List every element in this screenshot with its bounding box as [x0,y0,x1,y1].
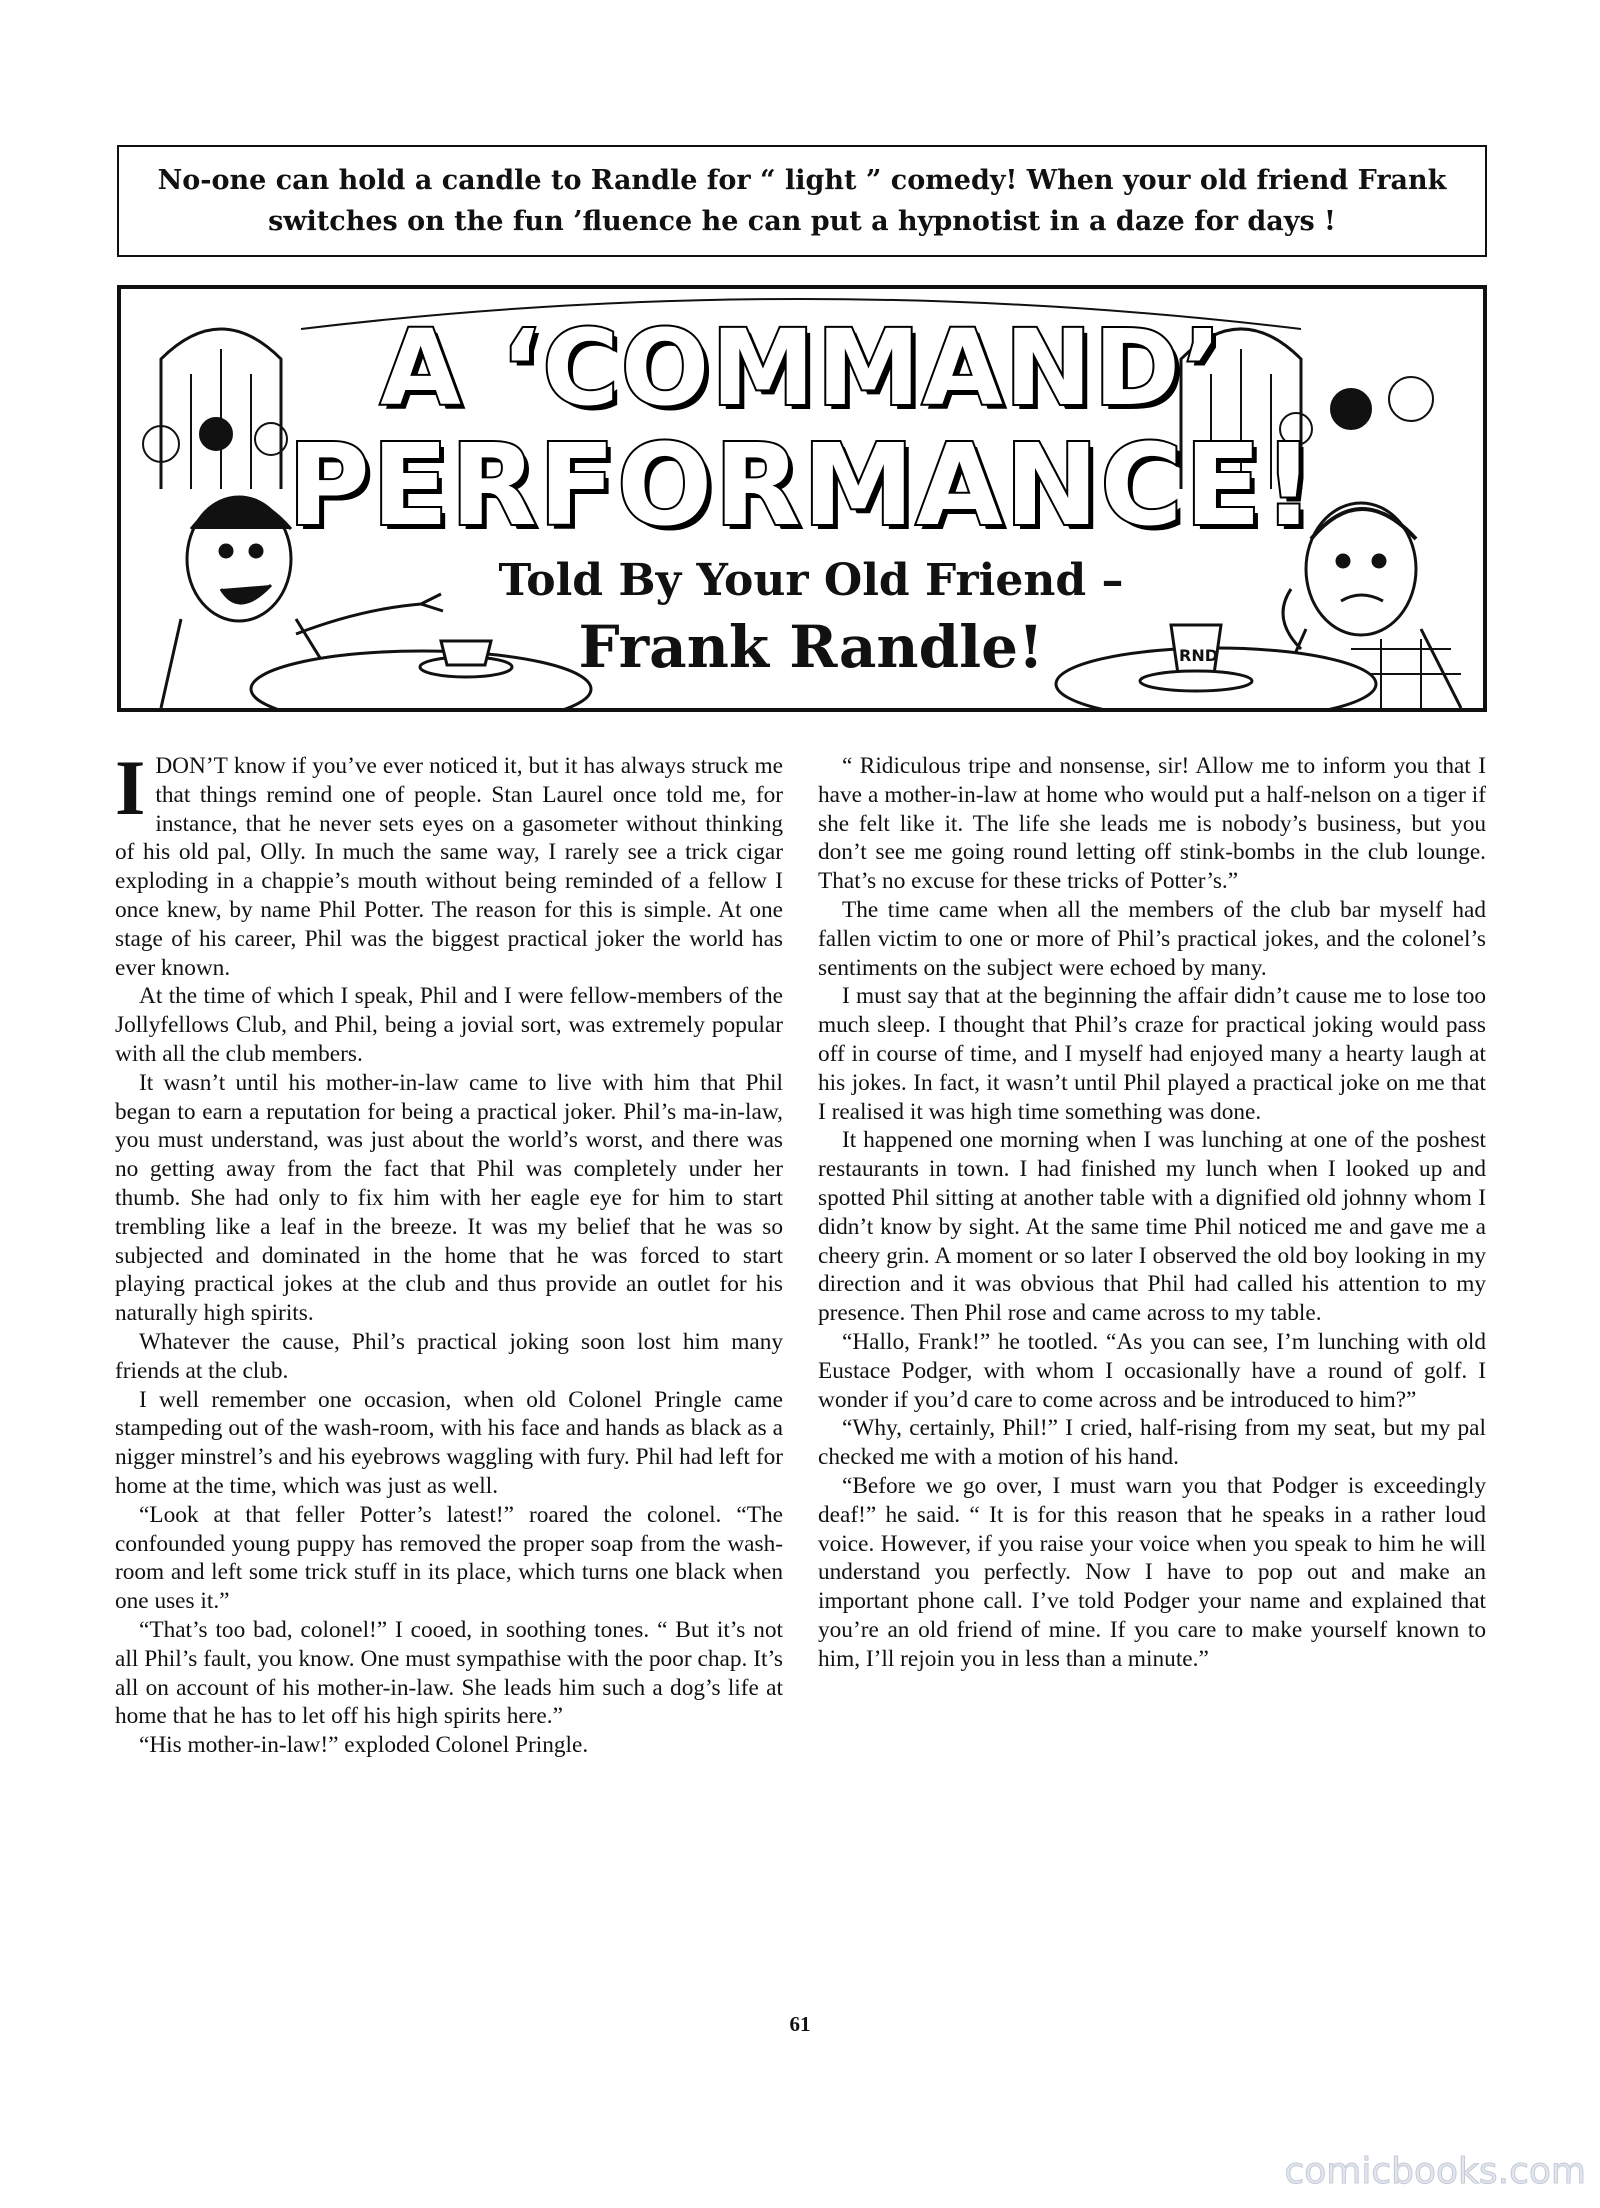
intro-line-2: switches on the fun ’fluence he can put a hypnotist in a daze for days ! [268,206,1336,237]
drop-cap: I [115,744,146,831]
article-paragraph: “Look at that feller Potter’s latest!” roared the colonel. “The confounded young puppy has removed the proper soap from the wash-room and left some trick stuff in its place, which turns one black when one uses it.” [115,1501,783,1615]
article-paragraph: I must say that at the beginning the affair didn’t cause me to lose too much sleep. I thought that Phil’s craze for practical joking would pass off in course of time, and I myself had enjoyed many a hearty laugh at his jokes. In fact, it wasn’t until Phil played a practical joke on me that I realised it was high time something was done. [818,983,1486,1125]
title-line-1: A ‘COMMAND’ [380,307,1224,429]
page-number: 61 [789,2012,811,2036]
title-line-2: PERFORMANCE! [287,421,1317,551]
byline-author: Frank Randle! [578,613,1044,681]
glass-label-text: RND [1179,646,1218,665]
article-paragraph: I well remember one occasion, when old Colonel Pringle came stampeding out of the wash-room, with his face and hands as black as a nigger minstrel’s and his eyebrows waggling with fury. Phil had left for home at the time, which was just as well. [115,1386,783,1499]
article-paragraph [115,744,783,982]
intro-blurb-box [117,145,1487,257]
article-paragraph: “That’s too bad, colonel!” I cooed, in soothing tones. “ But it’s not all Phil’s fault, you know. One must sympathise with the poor chap. It’s all on account of his mother-in-law. She leads him such a dog’s life at home that he has to let off his high spirits here.” [115,1616,783,1730]
byline-told-by: Told By Your Old Friend – [498,555,1124,606]
article-paragraph: “Before we go over, I must warn you that Podger is exceedingly deaf!” he said. “ It is for this reason that he speaks in a rather loud voice. However, if you raise your voice when you speak to him he will understand you perfectly. Now I have to pop out and make an important phone call. I’ve told Podger your name and explained that you’re an old friend of mine. If you care to make yourself known to him, I’ll rejoin you in less than a minute.” [818,1472,1486,1672]
title-banner [117,285,1487,712]
article-paragraph: It happened one morning when I was lunching at one of the poshest restaurants in town. I had finished my lunch when I looked up and spotted Phil sitting at another table with a dignified old johnny whom I didn’t know by sight. At the same time Phil noticed me and gave me a cheery grin. A moment or so later I observed the old boy looking in my direction and it was obvious that Phil had called his attention to my presence. Then Phil rose and came across to my table. [818,1127,1486,1327]
intro-line-1: No-one can hold a candle to Randle for “ light ” comedy! When your old friend Frank [157,165,1447,196]
watermark: comicbooks.com [1284,2151,1586,2192]
article-paragraph: “Hallo, Frank!” he tootled. “As you can see, I’m lunching with old Eustace Podger, with whom I occasionally have a round of golf. I wonder if you’d care to come across and be introduced to him?” [818,1328,1486,1413]
article-paragraph: Whatever the cause, Phil’s practical joking soon lost him many friends at the club. [115,1328,783,1384]
article-column-right [818,752,1486,1674]
article-paragraph: “His mother-in-law!” exploded Colonel Pringle. [139,1732,589,1759]
glass-label [1179,646,1218,665]
article-paragraph: “ Ridiculous tripe and nonsense, sir! Allow me to inform you that I have a mother-in-law at home who would put a half-nelson on a tiger if she felt like it. The life she leads me is nobody’s business, but you don’t see me going round letting off stink-bombs in the club lounge. That’s no excuse for these tricks of Potter’s.” [818,753,1486,895]
article-paragraph: At the time of which I speak, Phil and I were fellow-members of the Jollyfellows Club, and Phil, being a jovial sort, was extremely popular with all the club members. [115,983,783,1067]
article-paragraph: It wasn’t until his mother-in-law came to live with him that Phil began to earn a reputation for being a practical joker. Phil’s ma-in-law, you must understand, was just about the world’s worst, and there was no getting away from the fact that Phil was completely under her thumb. She had only to fix him with her eagle eye for him to start trembling like a leaf in the breeze. It was my belief that he was so subjected and dominated in the home that he was forced to start playing practical jokes at the club and thus provide an outlet for his naturally high spirits. [115,1069,783,1327]
opening-word: DON’T [155,753,228,779]
article-paragraph: “Why, certainly, Phil!” I cried, half-rising from my seat, but my pal checked me with a motion of his hand. [818,1415,1486,1471]
article-column-left [115,744,783,1760]
paragraph-text: know if you’ve ever noticed it, but it has always struck me that things remind one of people. Stan Laurel once told me, for instance, that he never sets eyes on a gasometer without thinking of his old pal, Olly. In much the same way, I rarely see a trick cigar exploding in a chappie’s mouth without being reminded of a fellow I once knew, by name Phil Potter. The reason for this is simple. At one stage of his career, Phil was the biggest practical joker the world has ever known. [115,753,783,981]
article-paragraph: The time came when all the members of the club bar myself had fallen victim to one or more of Phil’s practical jokes, and the colonel’s sentiments on the subject were echoed by many. [818,896,1486,981]
